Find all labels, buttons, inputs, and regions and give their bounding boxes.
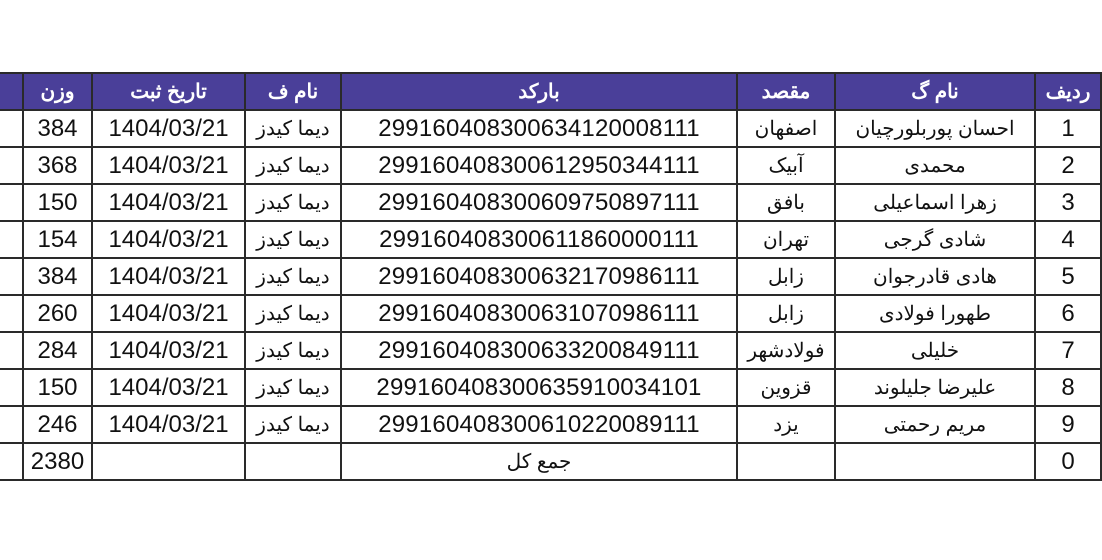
table-row bbox=[0, 184, 1101, 221]
cell-sender: دیما کیدز bbox=[245, 147, 341, 184]
cell-row-number: 7 bbox=[1035, 332, 1101, 369]
cell-destination: تهران bbox=[737, 221, 835, 258]
cell-date: 1404/03/21 bbox=[92, 369, 245, 406]
table-row bbox=[0, 406, 1101, 443]
cell-sender: دیما کیدز bbox=[245, 184, 341, 221]
total-extra-cell bbox=[0, 443, 23, 480]
cell-weight: 384 bbox=[23, 258, 92, 295]
shipment-table-container bbox=[0, 72, 1100, 481]
cell-sender: دیما کیدز bbox=[245, 369, 341, 406]
cell-row-number: 5 bbox=[1035, 258, 1101, 295]
cell-date: 1404/03/21 bbox=[92, 147, 245, 184]
cell-date: 1404/03/21 bbox=[92, 110, 245, 147]
cell-date: 1404/03/21 bbox=[92, 184, 245, 221]
cell-extra bbox=[0, 147, 23, 184]
cell-barcode: 299160408300631070986111 bbox=[341, 295, 737, 332]
cell-extra bbox=[0, 332, 23, 369]
total-date-cell bbox=[92, 443, 245, 480]
total-label-cell: جمع کل bbox=[341, 443, 737, 480]
header-date: تاریخ ثبت bbox=[92, 73, 245, 110]
total-row-number-cell: 0 bbox=[1035, 443, 1101, 480]
cell-extra bbox=[0, 369, 23, 406]
cell-sender: دیما کیدز bbox=[245, 221, 341, 258]
cell-extra bbox=[0, 295, 23, 332]
header-row bbox=[0, 73, 1101, 110]
cell-recipient: محمدی bbox=[835, 147, 1035, 184]
cell-recipient: زهرا اسماعیلی bbox=[835, 184, 1035, 221]
cell-weight: 150 bbox=[23, 369, 92, 406]
cell-row-number: 4 bbox=[1035, 221, 1101, 258]
cell-date: 1404/03/21 bbox=[92, 332, 245, 369]
cell-row-number: 6 bbox=[1035, 295, 1101, 332]
header-row-number: ردیف bbox=[1035, 73, 1101, 110]
cell-weight: 150 bbox=[23, 184, 92, 221]
table-row bbox=[0, 258, 1101, 295]
cell-barcode: 299160408300611860000111 bbox=[341, 221, 737, 258]
cell-destination: زابل bbox=[737, 258, 835, 295]
table-row bbox=[0, 332, 1101, 369]
header-destination: مقصد bbox=[737, 73, 835, 110]
cell-recipient: علیرضا جلیلوند bbox=[835, 369, 1035, 406]
cell-sender: دیما کیدز bbox=[245, 332, 341, 369]
table-row bbox=[0, 369, 1101, 406]
total-recipient-cell bbox=[835, 443, 1035, 480]
cell-extra bbox=[0, 258, 23, 295]
cell-row-number: 2 bbox=[1035, 147, 1101, 184]
cell-recipient: خلیلی bbox=[835, 332, 1035, 369]
cell-recipient: هادی قادرجوان bbox=[835, 258, 1035, 295]
shipment-table bbox=[0, 72, 1102, 481]
cell-barcode: 299160408300609750897111 bbox=[341, 184, 737, 221]
cell-destination: یزد bbox=[737, 406, 835, 443]
header-barcode: بارکد bbox=[341, 73, 737, 110]
cell-weight: 246 bbox=[23, 406, 92, 443]
cell-extra bbox=[0, 110, 23, 147]
header-weight: وزن bbox=[23, 73, 92, 110]
cell-destination: آبیک bbox=[737, 147, 835, 184]
table-row bbox=[0, 110, 1101, 147]
cell-destination: فولادشهر bbox=[737, 332, 835, 369]
cell-barcode: 299160408300632170986111 bbox=[341, 258, 737, 295]
cell-sender: دیما کیدز bbox=[245, 258, 341, 295]
cell-recipient: مریم رحمتی bbox=[835, 406, 1035, 443]
cell-sender: دیما کیدز bbox=[245, 406, 341, 443]
cell-date: 1404/03/21 bbox=[92, 295, 245, 332]
cell-date: 1404/03/21 bbox=[92, 221, 245, 258]
cell-row-number: 9 bbox=[1035, 406, 1101, 443]
cell-weight: 368 bbox=[23, 147, 92, 184]
cell-weight: 284 bbox=[23, 332, 92, 369]
header-sender: نام ف bbox=[245, 73, 341, 110]
cell-weight: 384 bbox=[23, 110, 92, 147]
table-body bbox=[0, 110, 1101, 443]
cell-extra bbox=[0, 184, 23, 221]
cell-destination: زابل bbox=[737, 295, 835, 332]
cell-row-number: 1 bbox=[1035, 110, 1101, 147]
cell-row-number: 8 bbox=[1035, 369, 1101, 406]
cell-recipient: احسان پوربلورچیان bbox=[835, 110, 1035, 147]
cell-destination: بافق bbox=[737, 184, 835, 221]
cell-recipient: طهورا فولادی bbox=[835, 295, 1035, 332]
total-row bbox=[0, 443, 1101, 480]
cell-destination: اصفهان bbox=[737, 110, 835, 147]
table-row bbox=[0, 221, 1101, 258]
cell-sender: دیما کیدز bbox=[245, 110, 341, 147]
cell-extra bbox=[0, 221, 23, 258]
table-row bbox=[0, 147, 1101, 184]
cell-weight: 260 bbox=[23, 295, 92, 332]
cell-date: 1404/03/21 bbox=[92, 258, 245, 295]
cell-weight: 154 bbox=[23, 221, 92, 258]
header-extra bbox=[0, 73, 23, 110]
cell-barcode: 299160408300634120008111 bbox=[341, 110, 737, 147]
cell-barcode: 299160408300610220089111 bbox=[341, 406, 737, 443]
cell-row-number: 3 bbox=[1035, 184, 1101, 221]
total-weight-cell: 2380 bbox=[23, 443, 92, 480]
total-sender-cell bbox=[245, 443, 341, 480]
cell-barcode: 299160408300635910034101 bbox=[341, 369, 737, 406]
cell-recipient: شادی گرجی bbox=[835, 221, 1035, 258]
cell-sender: دیما کیدز bbox=[245, 295, 341, 332]
cell-barcode: 299160408300612950344111 bbox=[341, 147, 737, 184]
cell-extra bbox=[0, 406, 23, 443]
table-row bbox=[0, 295, 1101, 332]
total-destination-cell bbox=[737, 443, 835, 480]
cell-date: 1404/03/21 bbox=[92, 406, 245, 443]
header-recipient: نام گ bbox=[835, 73, 1035, 110]
cell-destination: قزوین bbox=[737, 369, 835, 406]
cell-barcode: 299160408300633200849111 bbox=[341, 332, 737, 369]
